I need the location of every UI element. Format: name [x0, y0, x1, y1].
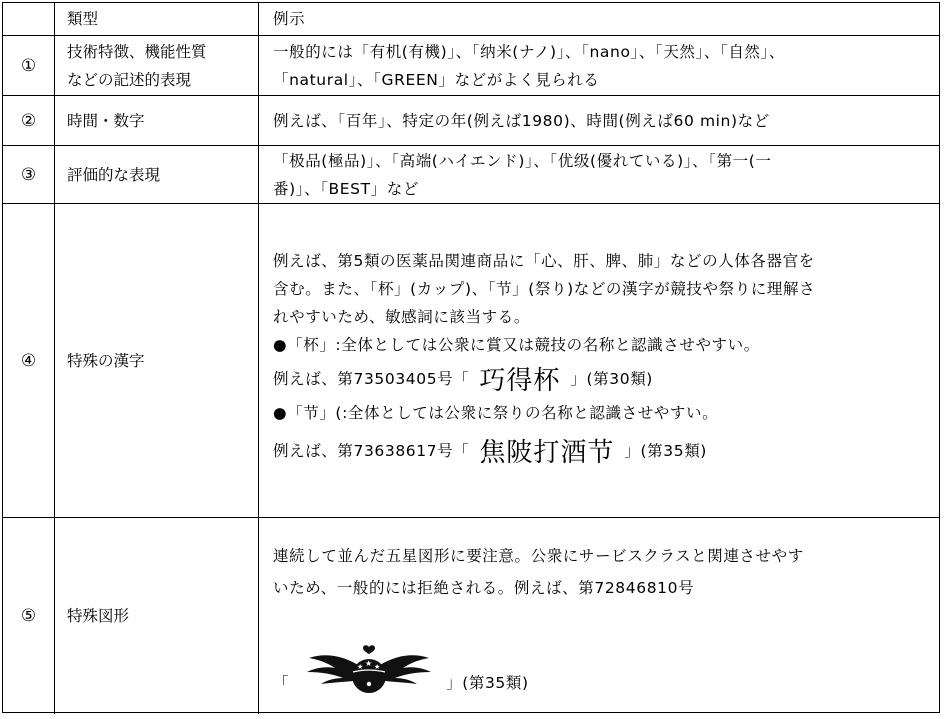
trademark-mark-jiaobei: 焦陂打酒节	[479, 437, 615, 468]
row-example: 例えば、「百年」、特定の年(例えば1980)、時間(例えば60 min)など	[273, 111, 770, 130]
row-type: 特殊の漢字	[55, 204, 259, 517]
row-type: 特殊図形	[55, 518, 259, 714]
row-num: ④	[3, 204, 55, 517]
header-num	[3, 3, 55, 35]
svg-text:★: ★	[357, 663, 364, 671]
row-type: 技術特徴、機能性質 などの記述的表現	[55, 36, 259, 95]
row-num: ②	[3, 96, 55, 145]
svg-text:★: ★	[365, 659, 373, 668]
row-num: ⑤	[3, 518, 55, 714]
row-type: 時間・数字	[55, 96, 259, 145]
row-num: ①	[3, 36, 55, 95]
table-row	[3, 146, 939, 204]
table-row	[3, 204, 939, 518]
table-row	[3, 96, 939, 146]
trademark-mark-qiaodebei: 巧得杯	[479, 365, 561, 396]
row-example: 連続して並んだ五星図形に要注意。公衆にサービスクラスと関連させやす いため、一般的には拒絶される。例えば、第72846810号 「 ★ ★ ★ 」(第35類)	[273, 547, 804, 692]
row-example: 例えば、第5類の医薬品関連商品に「心、肝、脾、肺」などの人体各器官を 含む。また、「杯」(カップ)、「节」(祭り)などの漢字が競技や祭りに理解さ れやすいため、敏感詞に該当する。 ●「杯」:全体としては公衆に賞又は競技の名称と認識させやすい。 例えば、第73503405号「 巧得杯 」(第30類) ●「节」(:全体としては公衆に祭りの名称と認識させやすい。 例えば、第73638617号「 焦陂打酒节 」(第35類)	[273, 251, 816, 468]
winged-star-ball-logo-icon	[295, 638, 440, 688]
table-row	[3, 518, 939, 714]
trademark-table	[2, 2, 940, 713]
header-example: 例示	[273, 10, 306, 28]
header-type: 類型	[55, 3, 259, 35]
row-example: 「极品(極品)」、「高端(ハイエンド)」、「优级(優れている)」、「第一(一 番)」、「BEST」など	[273, 151, 772, 198]
svg-text:★: ★	[374, 663, 381, 671]
table-header-row	[3, 3, 939, 36]
row-num: ③	[3, 146, 55, 203]
row-example: 一般的には「有机(有機)」、「纳米(ナノ)」、「nano」、「天然」、「自然」、 「natural」、「GREEN」などがよく見られる	[273, 42, 785, 89]
table-row	[3, 36, 939, 96]
row-type: 評価的な表現	[55, 146, 259, 203]
